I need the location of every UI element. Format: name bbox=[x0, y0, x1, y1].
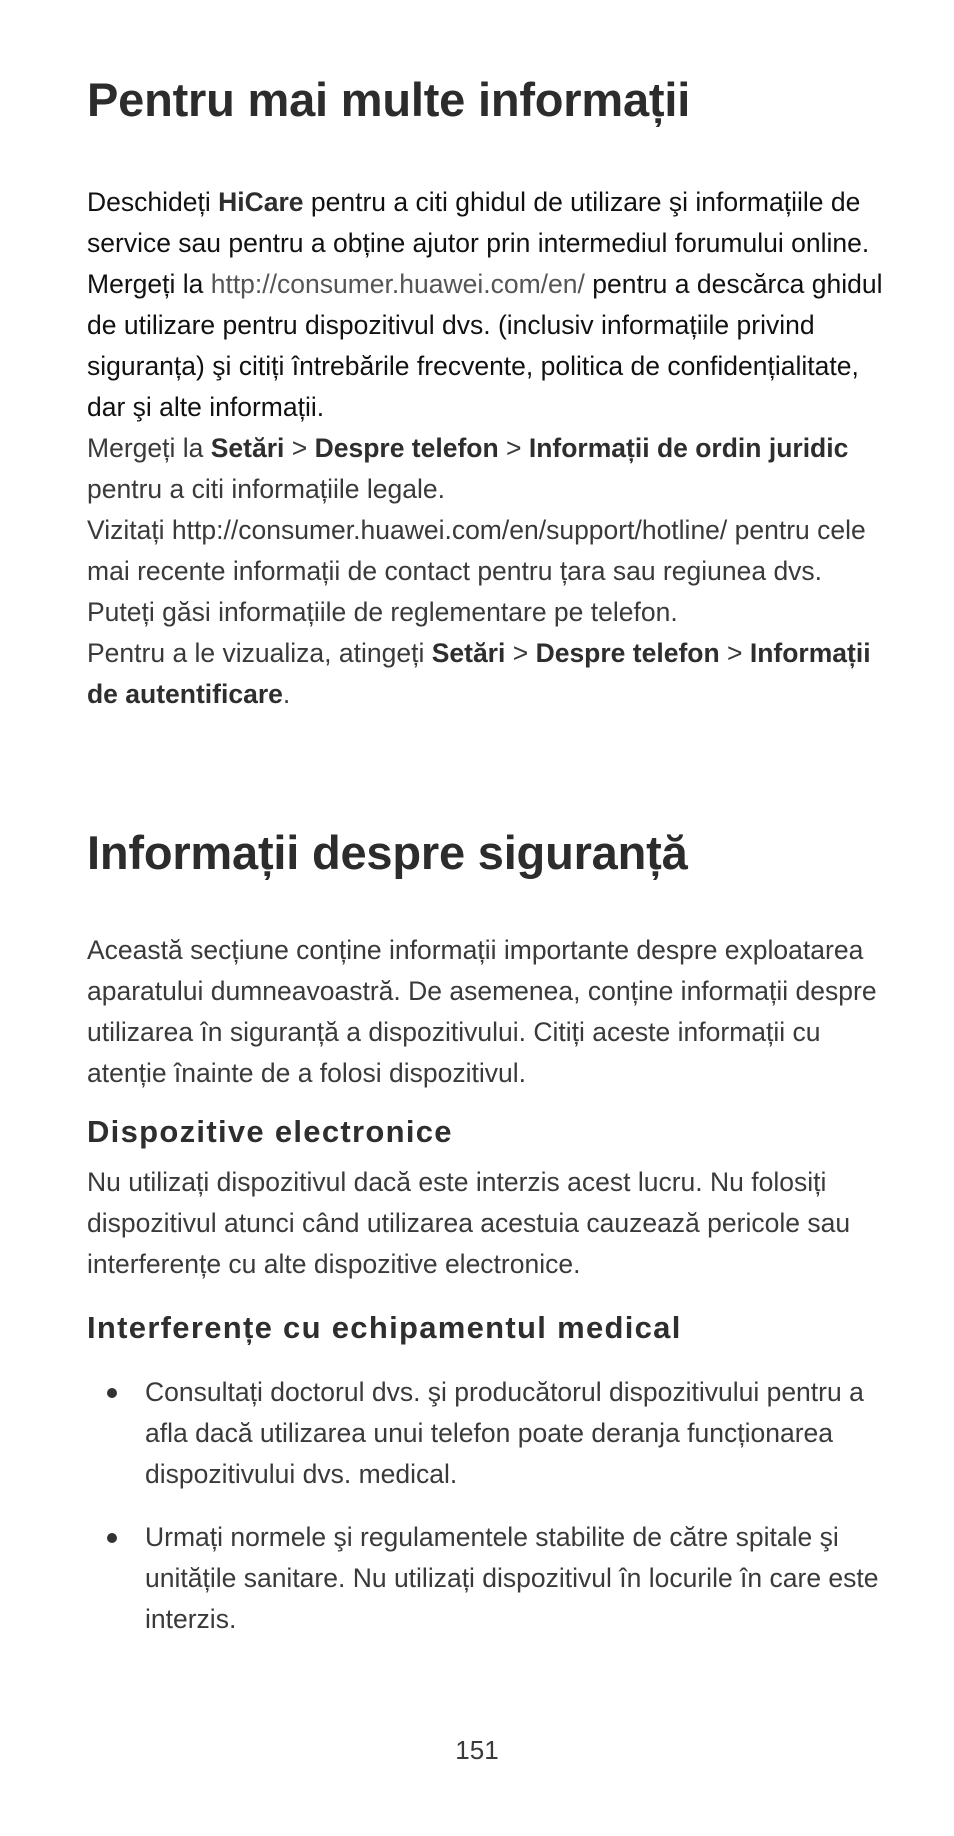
regulatory-paragraph: Puteți găsi informațiile de reglementare pe telefon. bbox=[87, 597, 678, 627]
section-title-more-info: Pentru mai multe informații bbox=[87, 73, 691, 126]
text-run: Mergeți la bbox=[87, 433, 211, 463]
safety-intro-text: Această secțiune conține informații importante despre exploatarea aparatului dumneavoastră. De asemenea, conține informații despre utilizarea în siguranță a dispozitivului. Citiți aceste informații cu atenție înainte de a folosi dispozitivul. bbox=[87, 935, 877, 1088]
text-run: pentru a citi ghidul de utilizare şi informațiile de service sau pentru a obține ajutor prin intermediul forumului online. bbox=[87, 187, 870, 258]
hicare-app-name: HiCare bbox=[218, 187, 304, 217]
path-separator: > bbox=[505, 638, 536, 668]
text-run: Deschideți bbox=[87, 187, 219, 217]
legal-info-label: Informații de ordin juridic bbox=[528, 433, 849, 463]
list-item-text: Consultați doctorul dvs. şi producătorul dispozitivului pentru a afla dacă utilizarea unui telefon poate deranja funcționarea dispozitivului dvs. medical. bbox=[145, 1377, 864, 1489]
path-separator: > bbox=[284, 433, 315, 463]
legal-info-paragraph bbox=[87, 428, 887, 510]
settings-label: Setări bbox=[210, 433, 285, 463]
safety-intro bbox=[87, 930, 887, 1094]
text-run: pentru a citi informațiile legale. bbox=[87, 474, 445, 504]
text-run: Mergeți la bbox=[87, 269, 211, 299]
settings-label: Setări bbox=[431, 638, 506, 668]
text-run: Pentru a le vizualiza, atingeți bbox=[87, 638, 432, 668]
electronic-devices-text: Nu utilizați dispozitivul dacă este interzis acest lucru. Nu folosiți dispozitivul atunci când utilizarea acestuia cauzează pericole sau interferențe cu alte dispozitive electronice. bbox=[87, 1167, 851, 1279]
text-run: pentru a descărca ghidul de utilizare pentru dispozitivul dvs. (inclusiv informațiile privind siguranța) şi citiți întrebările frecvente, politica de confidențialitate, dar şi alte informații. bbox=[87, 269, 883, 422]
bullet-dot-icon bbox=[107, 1388, 117, 1398]
heading-medical-interference: Interferențe cu echipamentul medical bbox=[87, 1310, 682, 1345]
bullet-dot-icon bbox=[107, 1533, 117, 1543]
about-phone-label: Despre telefon bbox=[535, 638, 720, 668]
list-item-text: Urmați normele şi regulamentele stabilite de către spitale şi unitățile sanitare. Nu utilizați dispozitivul în locurile în care este interzis. bbox=[145, 1522, 879, 1634]
text-run: . bbox=[282, 679, 291, 709]
consumer-url-link[interactable]: http://consumer.huawei.com/en/ bbox=[210, 269, 585, 299]
page-number: 151 bbox=[455, 1735, 499, 1765]
authentication-paragraph bbox=[87, 633, 887, 715]
hicare-paragraph bbox=[87, 182, 887, 264]
authentication-info-label: Informații de autentificare bbox=[87, 638, 871, 709]
list-item bbox=[87, 1517, 887, 1640]
hotline-paragraph: Vizitați http://consumer.huawei.com/en/support/hotline/ pentru cele mai recente informații de contact pentru țara sau regiunea dvs. bbox=[87, 515, 866, 586]
electronic-devices-body bbox=[87, 1162, 887, 1285]
path-separator: > bbox=[719, 638, 750, 668]
heading-electronic-devices: Dispozitive electronice bbox=[87, 1114, 453, 1149]
more-info-body bbox=[87, 182, 887, 715]
list-item bbox=[87, 1372, 887, 1495]
section-title-safety-info: Informații despre siguranță bbox=[87, 826, 688, 879]
medical-interference-list bbox=[87, 1372, 887, 1662]
user-guide-paragraph bbox=[87, 264, 887, 428]
about-phone-label: Despre telefon bbox=[314, 433, 499, 463]
path-separator: > bbox=[498, 433, 529, 463]
